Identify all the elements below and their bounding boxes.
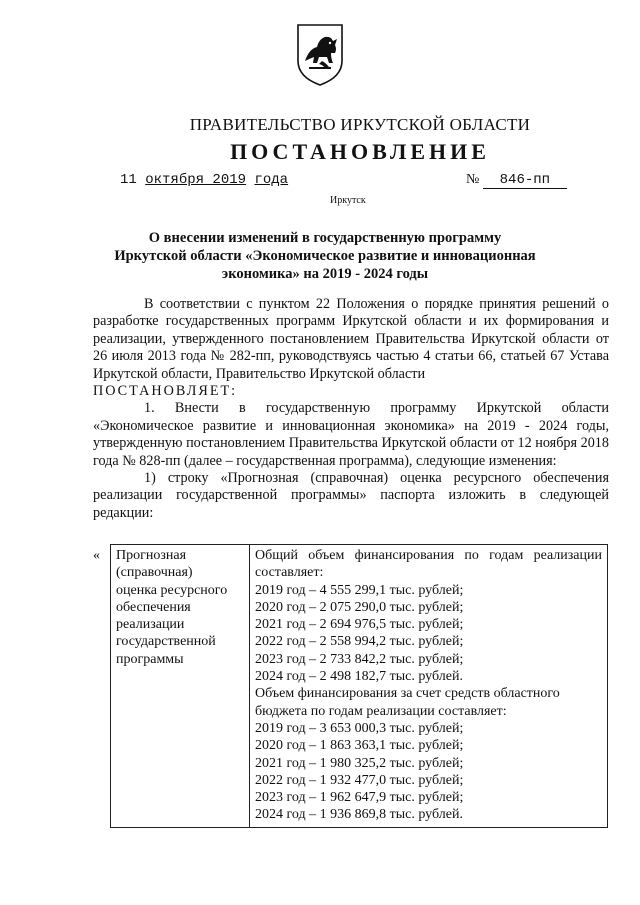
government-name: ПРАВИТЕЛЬСТВО ИРКУТСКОЙ ОБЛАСТИ: [189, 115, 531, 134]
document-date: [120, 172, 288, 188]
row-label-line: реализации: [116, 617, 185, 633]
clause-1-paragraph: 1. Внести в государственную программу Иркутской области «Экономическое развитие и инновационная экономика» на 2019 - 2024 годы, утвержденную постановлением Правительства Иркутской области от 12 ноября 2018 года № 828-пп (далее – государственная программа), следующие изменения:: [93, 400, 609, 469]
total-year-line: 2020 год – 2 075 290,0 тыс. рублей;: [255, 599, 464, 615]
city-name: Иркутск: [330, 195, 366, 206]
clause-1-1-paragraph: 1) строку «Прогнозная (справочная) оценка ресурсного обеспечения реализации государственной программы» паспорта изложить в следующей редакции:: [93, 470, 609, 521]
row-label-line: обеспечения: [116, 599, 191, 615]
row-label-line: государственной: [116, 634, 216, 650]
row-value-cell: [250, 545, 608, 828]
total-year-line: 2019 год – 4 555 299,1 тыс. рублей;: [255, 582, 464, 598]
number-sign: №: [466, 172, 480, 187]
document-number: [466, 172, 567, 189]
document-title: [90, 229, 560, 283]
resource-table: [110, 544, 608, 828]
regional-year-line: 2019 год – 3 653 000,3 тыс. рублей;: [255, 720, 464, 736]
date-month-year: октября 2019: [145, 172, 247, 188]
date-day: 11: [120, 172, 137, 188]
table-row: [111, 545, 608, 828]
total-financing-header: Общий объем финансирования по годам реализации составляет:: [255, 548, 602, 581]
regional-year-line: 2023 год – 1 962 647,9 тыс. рублей;: [255, 790, 464, 806]
total-year-line: 2021 год – 2 694 976,5 тыс. рублей;: [255, 617, 464, 633]
document-body: [93, 296, 609, 522]
regional-financing-header: Объем финансирования за счет средств областного бюджета по годам реализации составляет:: [255, 686, 560, 719]
total-year-line: 2022 год – 2 558 994,2 тыс. рублей;: [255, 634, 464, 650]
coat-of-arms-emblem: [295, 23, 345, 87]
regional-year-line: 2022 год – 1 932 477,0 тыс. рублей;: [255, 772, 464, 788]
number-value: 846-пп: [483, 172, 567, 189]
total-year-line: 2024 год – 2 498 182,7 тыс. рублей.: [255, 669, 463, 685]
row-label-line: оценка ресурсного: [116, 582, 228, 598]
regional-year-line: 2021 год – 1 980 325,2 тыс. рублей;: [255, 755, 464, 771]
regional-year-line: 2020 год – 1 863 363,1 тыс. рублей;: [255, 738, 464, 754]
row-label-line: Прогнозная: [116, 548, 187, 563]
row-label-line: программы: [116, 651, 184, 667]
regional-year-line: 2024 год – 1 936 869,8 тыс. рублей.: [255, 807, 463, 823]
resolves-heading: ПОСТАНОВЛЯЕТ:: [93, 383, 238, 400]
document-type: ПОСТАНОВЛЕНИЕ: [230, 139, 490, 164]
opening-quote: «: [93, 548, 100, 563]
row-label-line: (справочная): [116, 565, 193, 581]
date-suffix: года: [254, 172, 289, 188]
total-year-line: 2023 год – 2 733 842,2 тыс. рублей;: [255, 651, 464, 667]
title-line: Иркутской области «Экономическое развитие и инновационная: [114, 248, 536, 264]
title-line: О внесении изменений в государственную программу: [148, 230, 502, 246]
title-line: экономика» на 2019 - 2024 годы: [221, 266, 429, 282]
preamble-paragraph: В соответствии с пунктом 22 Положения о порядке принятия решений о разработке государственных программ Иркутской области и их формирования и реализации, утвержденного постановлением Правительства Иркутской области от 26 июля 2013 года № 282-пп, руководствуясь частью 4 статьи 66, статьей 67 Устава Иркутской области, Правительство Иркутской области: [93, 296, 609, 382]
row-label-cell: [111, 545, 250, 828]
